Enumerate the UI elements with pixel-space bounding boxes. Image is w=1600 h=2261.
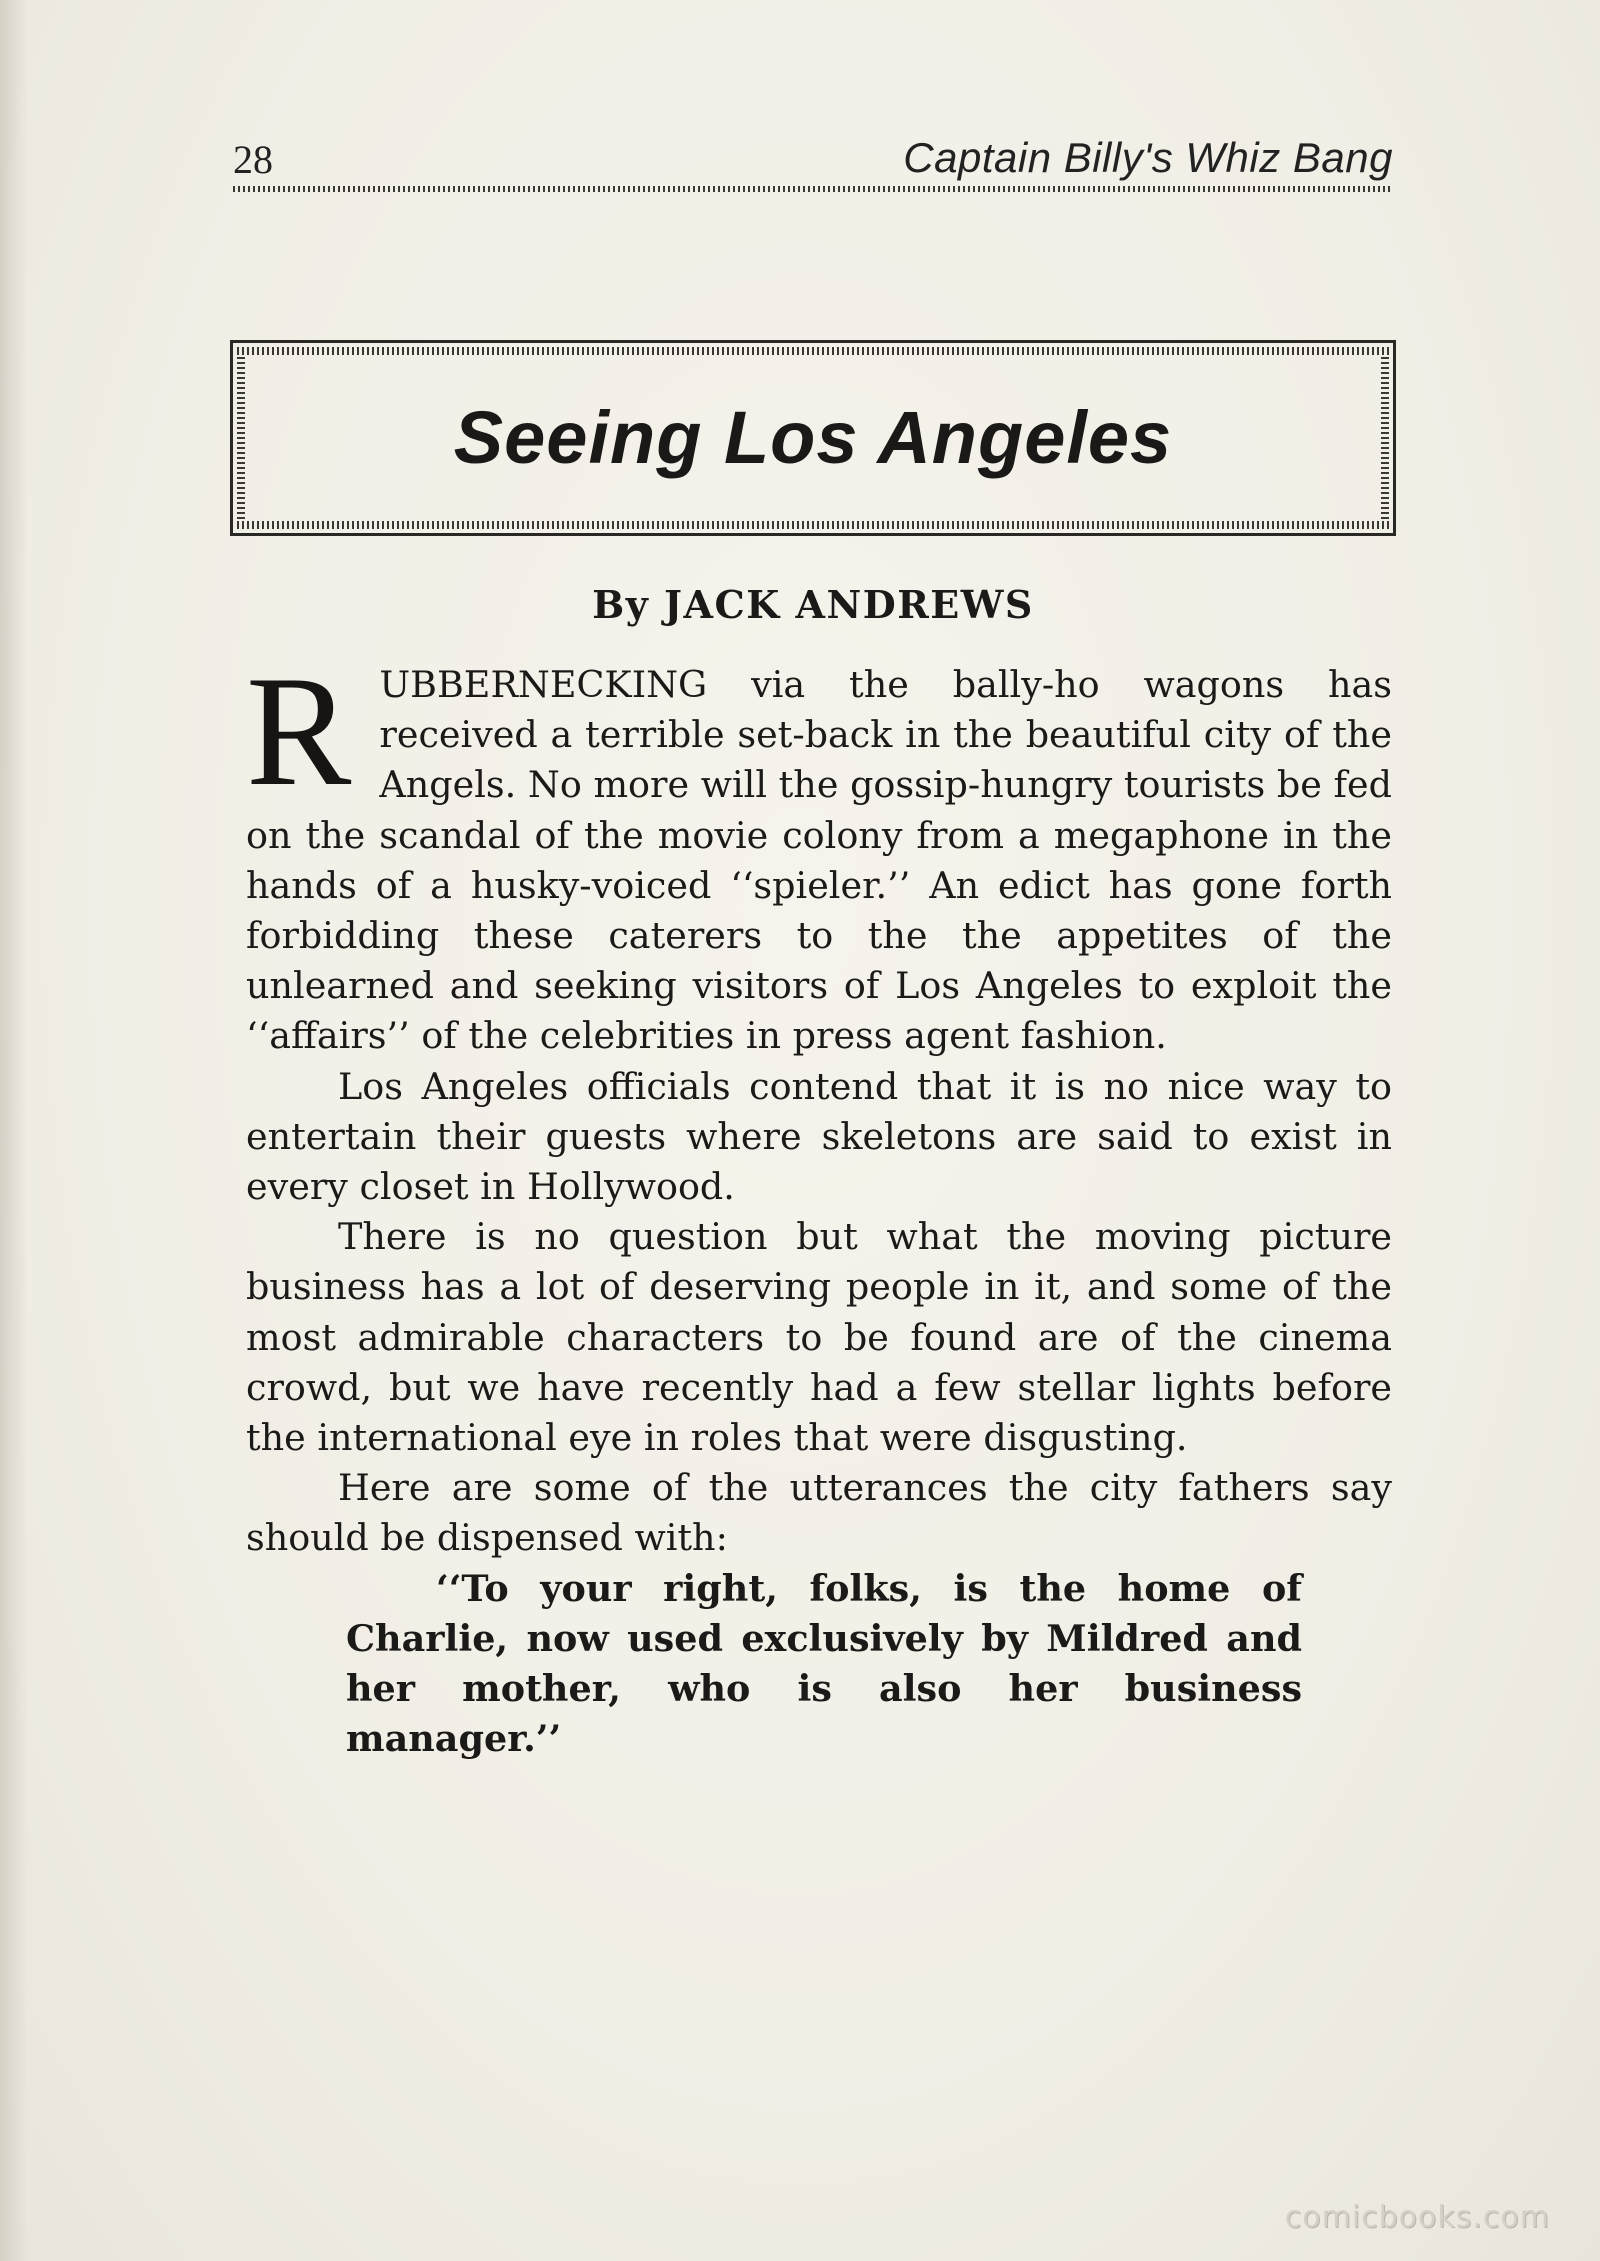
header-rule [233,186,1393,192]
page-edge-shadow [0,0,28,2261]
paragraph-4: Here are some of the utterances the city fathers say should be dispensed with: [246,1466,1392,1560]
page-header [233,130,1393,190]
paragraph-3: There is no question but what the moving picture business has a lot of deserving people in it, and some of the most admirable characters to be found are of the cinema crowd, but we have recently had a few stellar lights before the international eye in roles that were disgusting. [246,1215,1392,1460]
paragraph-1 [246,644,1392,1062]
article-title: Seeing Los Angeles [453,396,1173,479]
watermark: comicbooks.com [1284,2200,1550,2235]
page-number: 28 [233,137,273,182]
byline: By JACK ANDREWS [592,582,1034,627]
block-quote: ‘‘To your right, folks, is the home of Charlie, now used exclusively by Mildred and her mother, who is also her business manager.’’ [346,1566,1302,1761]
paragraph-1-text: UBBERNECKING via the bally-ho wagons has received a terrible set-back in the beautiful city of the Angels. No more will the gossip-hungry tourists be fed on the scandal of the movie colony from a megaphone in the hands of a husky-voiced ‘‘spieler.’’ An edict has gone forth forbidding these caterers to the the appetites of the unlearned and seeking visitors of Los Angeles to exploit the ‘‘affairs’’ of the celebrities in press agent fashion. [246,663,1392,1058]
paragraph-2: Los Angeles officials contend that it is no nice way to entertain their guests where skeletons are said to exist in every closet in Hollywood. [246,1064,1392,1209]
drop-cap: R [246,644,352,819]
title-frame [230,340,1396,536]
running-title: Captain Billy's Whiz Bang [903,134,1393,181]
article-body [246,644,1392,1764]
